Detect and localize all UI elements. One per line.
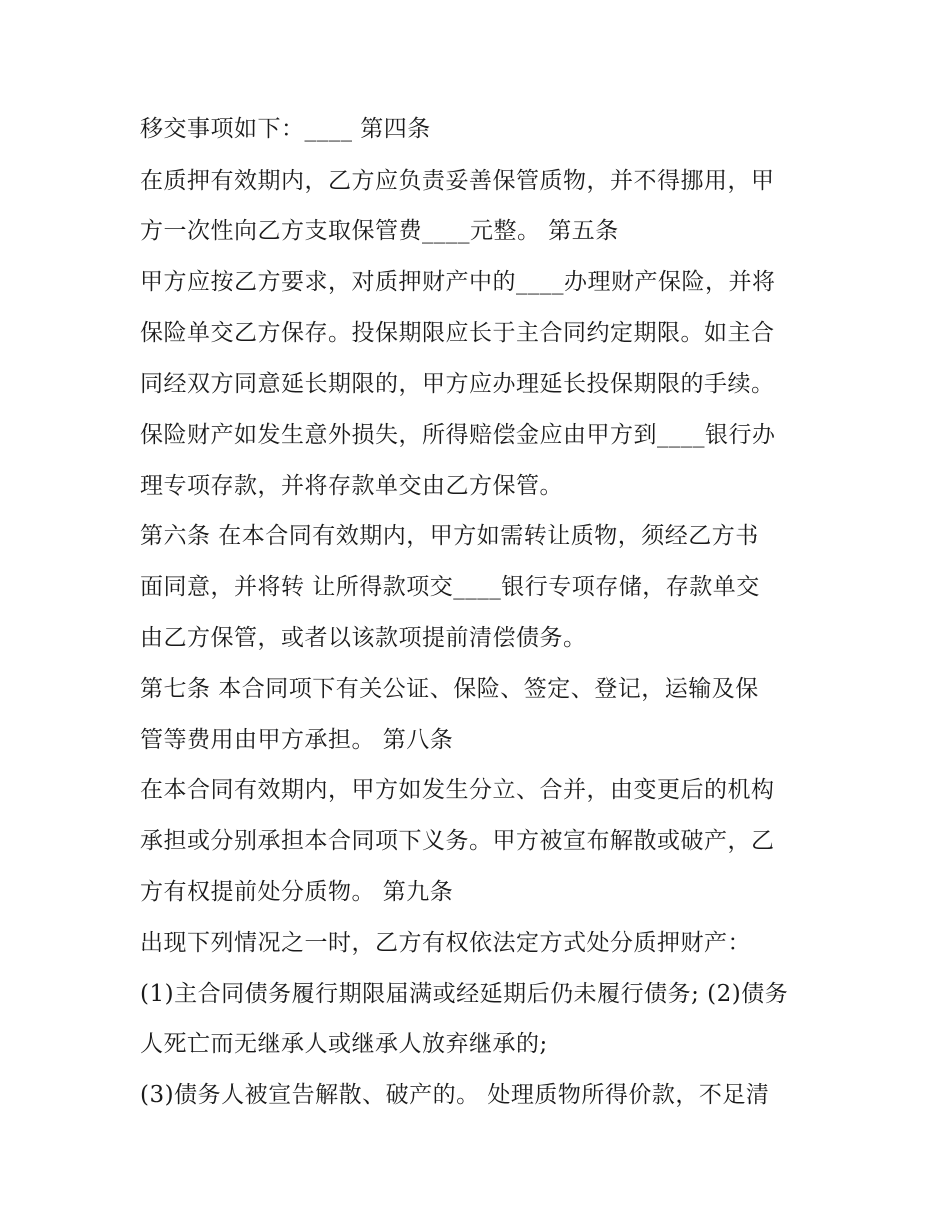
text-line: 由乙方保管，或者以该款项提前清偿债务。 (140, 625, 587, 651)
text-line: 方一次性向乙方支取保管费____元整。 第五条 (140, 218, 619, 244)
text-line: 管等费用由甲方承担。 第八条 (140, 727, 454, 753)
text-line: (3)债务人被宣告解散、破产的。 处理质物所得价款，不足清 (140, 1082, 770, 1108)
text-line: 甲方应按乙方要求，对质押财产中的____办理财产保险，并将 (140, 269, 776, 295)
text-line: 理专项存款，并将存款单交由乙方保管。 (140, 473, 563, 499)
text-line: 在本合同有效期内，甲方如发生分立、合并，由变更后的机构 (140, 777, 775, 803)
text-line: 第六条 在本合同有效期内，甲方如需转让质物，须经乙方书 (140, 523, 759, 549)
text-line: 人死亡而无继承人或继承人放弃继承的; (140, 1031, 548, 1057)
text-line: (1)主合同债务履行期限届满或经延期后仍未履行债务; (2)债务 (140, 981, 789, 1007)
text-line: 方有权提前处分质物。 第九条 (140, 879, 454, 905)
text-line: 第七条 本合同项下有关公证、保险、签定、登记，运输及保 (140, 676, 759, 702)
text-line: 移交事项如下：____ 第四条 (140, 116, 431, 142)
text-line: 面同意，并将转 让所得款项交____银行专项存储，存款单交 (140, 574, 760, 600)
text-line: 同经双方同意延长期限的，甲方应办理延长投保期限的手续。 (140, 371, 775, 397)
text-line: 保险单交乙方保存。投保期限应长于主合同约定期限。如主合 (140, 320, 775, 346)
text-line: 出现下列情况之一时，乙方有权依法定方式处分质押财产： (140, 930, 751, 956)
text-line: 承担或分别承担本合同项下义务。甲方被宣布解散或破产，乙 (140, 828, 775, 854)
text-line: 在质押有效期内，乙方应负责妥善保管质物，并不得挪用，甲 (140, 168, 775, 194)
text-line: 保险财产如发生意外损失，所得赔偿金应由甲方到____银行办 (140, 422, 776, 448)
